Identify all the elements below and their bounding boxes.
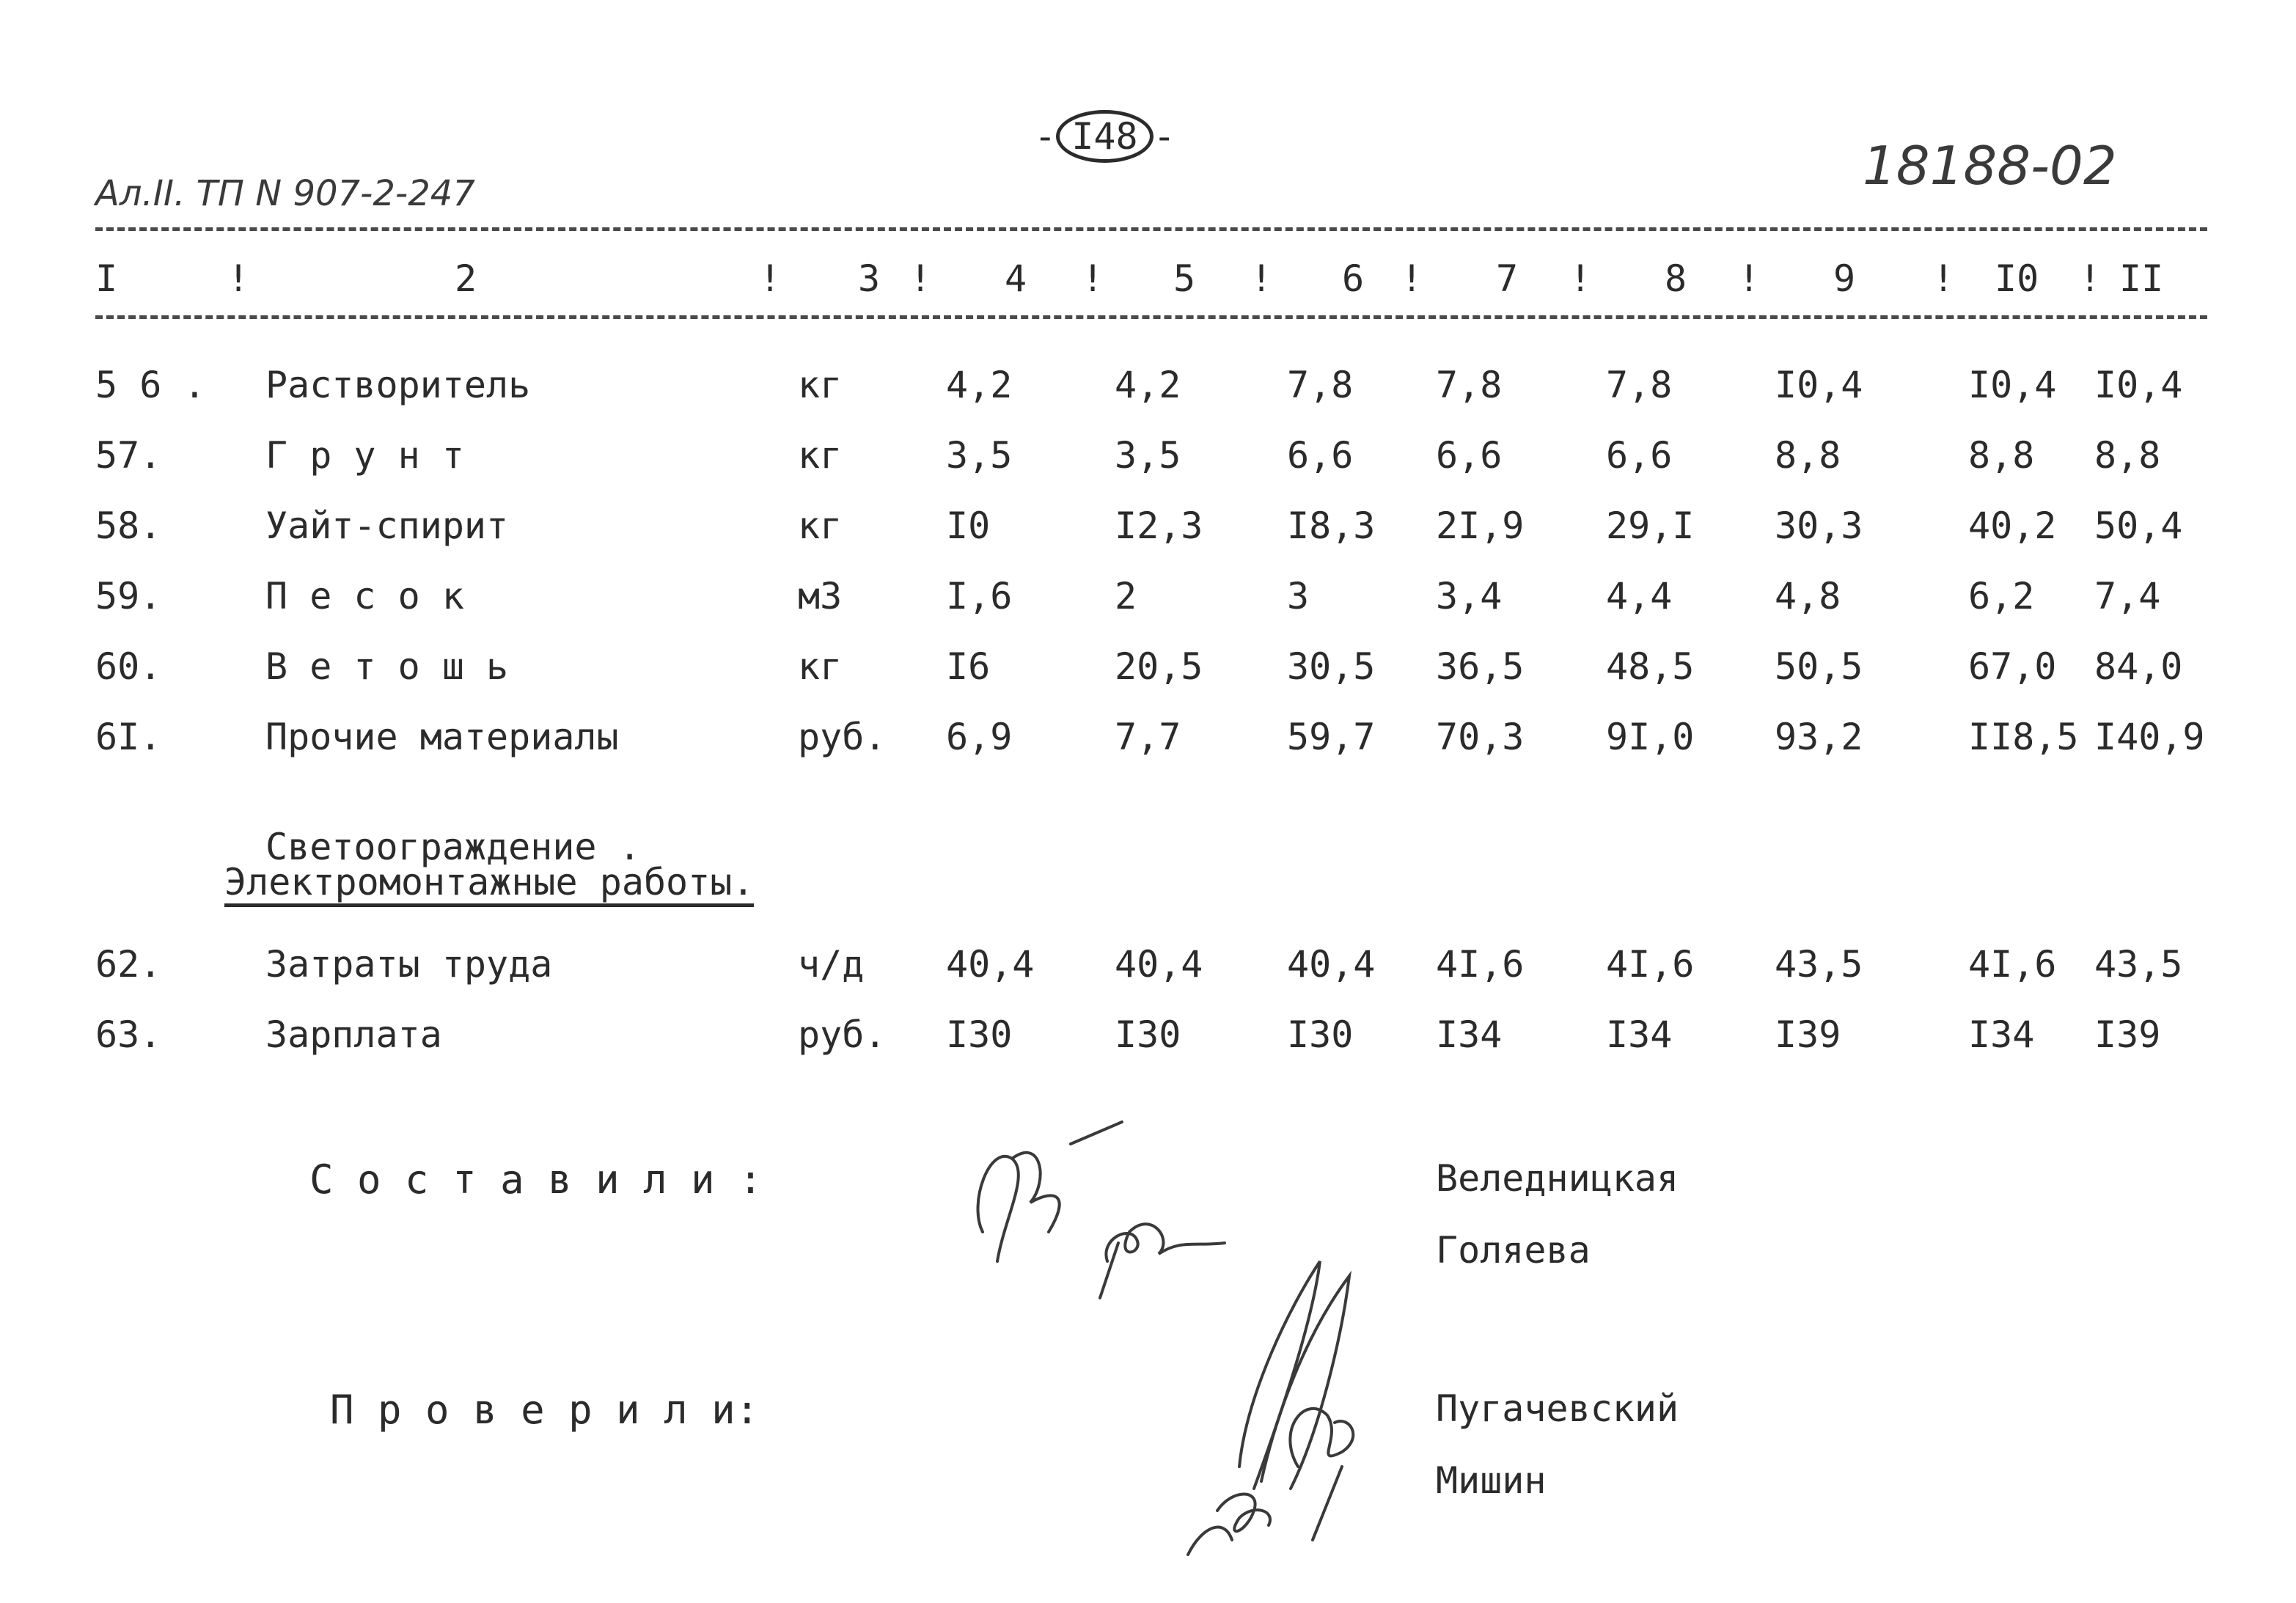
section-title-1: Светоограждение . [265, 826, 641, 868]
row-value-col-7: 70,3 [1436, 716, 1525, 758]
row-value-col-9: 93,2 [1775, 716, 1863, 758]
row-value-col-5: 3,5 [1115, 434, 1181, 477]
row-value-col-8: 6,6 [1606, 434, 1673, 477]
row-value-col-4: I,6 [946, 575, 1013, 617]
row-value-col-7: 2I,9 [1436, 505, 1525, 547]
row-number: 62. [95, 943, 162, 986]
column-separator: ! [1250, 257, 1273, 300]
row-value-col-8: 9I,0 [1606, 716, 1695, 758]
row-name: П е с о к [265, 575, 464, 617]
row-value-col-7: 4I,6 [1436, 943, 1525, 986]
column-header-4: 4 [1005, 257, 1027, 300]
row-value-col-11: I39 [2094, 1013, 2161, 1056]
column-separator: ! [1401, 257, 1423, 300]
row-value-col-5: 2 [1115, 575, 1137, 617]
row-value-col-8: 4,4 [1606, 575, 1673, 617]
row-value-col-6: 3 [1287, 575, 1310, 617]
row-unit: ч/д [798, 943, 865, 986]
row-number: 58. [95, 505, 162, 547]
column-header-8: 8 [1665, 257, 1687, 300]
row-value-col-7: I34 [1436, 1013, 1503, 1056]
header-bottom-rule [95, 315, 2207, 319]
row-value-col-8: 29,I [1606, 505, 1695, 547]
row-value-col-7: 36,5 [1436, 645, 1525, 688]
row-value-col-6: 6,6 [1287, 434, 1354, 477]
row-value-col-7: 7,8 [1436, 364, 1503, 406]
row-value-col-10: I34 [1968, 1013, 2035, 1056]
row-number: 57. [95, 434, 162, 477]
row-value-col-10: 8,8 [1968, 434, 2035, 477]
column-header-7: 7 [1496, 257, 1519, 300]
column-separator: ! [2079, 257, 2102, 300]
row-value-col-8: 4I,6 [1606, 943, 1695, 986]
section-title-2: Электромонтажные работы. [224, 864, 754, 907]
column-separator: ! [759, 257, 782, 300]
row-value-col-5: 20,5 [1115, 645, 1203, 688]
row-value-col-5: I2,3 [1115, 505, 1203, 547]
row-unit: м3 [798, 575, 843, 617]
row-name: Уайт-спирит [265, 505, 509, 547]
row-value-col-11: 8,8 [2094, 434, 2161, 477]
row-value-col-10: I0,4 [1968, 364, 2057, 406]
row-value-col-4: I0 [946, 505, 991, 547]
row-unit: руб. [798, 716, 887, 758]
row-value-col-10: 4I,6 [1968, 943, 2057, 986]
row-value-col-9: 4,8 [1775, 575, 1841, 617]
row-value-col-4: I6 [946, 645, 991, 688]
checked-label: П р о в е р и л и: [330, 1387, 760, 1433]
row-value-col-4: 40,4 [946, 943, 1035, 986]
row-value-col-11: 50,4 [2094, 505, 2183, 547]
row-unit: кг [798, 505, 843, 547]
row-name: Прочие материалы [265, 716, 619, 758]
checked-name-1: Пугачевский [1436, 1387, 1679, 1430]
row-unit: кг [798, 434, 843, 477]
row-name: Зарплата [265, 1013, 442, 1056]
row-unit: руб. [798, 1013, 887, 1056]
column-header-2: 2 [455, 257, 477, 300]
row-value-col-8: 48,5 [1606, 645, 1695, 688]
row-value-col-6: 40,4 [1287, 943, 1376, 986]
row-value-col-9: 30,3 [1775, 505, 1863, 547]
column-separator: ! [1569, 257, 1592, 300]
row-value-col-9: I39 [1775, 1013, 1841, 1056]
row-unit: кг [798, 645, 843, 688]
column-separator: ! [1738, 257, 1761, 300]
row-value-col-11: I40,9 [2094, 716, 2205, 758]
row-value-col-11: 84,0 [2094, 645, 2183, 688]
row-value-col-4: I30 [946, 1013, 1013, 1056]
row-value-col-9: 43,5 [1775, 943, 1863, 986]
row-name: Г р у н т [265, 434, 464, 477]
row-value-col-5: I30 [1115, 1013, 1181, 1056]
row-number: 6I. [95, 716, 162, 758]
row-value-col-4: 4,2 [946, 364, 1013, 406]
row-value-col-9: 8,8 [1775, 434, 1841, 477]
row-value-col-10: 40,2 [1968, 505, 2057, 547]
column-separator: ! [909, 257, 932, 300]
column-separator: ! [1082, 257, 1104, 300]
row-value-col-4: 3,5 [946, 434, 1013, 477]
row-value-col-10: II8,5 [1968, 716, 2079, 758]
checked-name-2: Мишин [1436, 1459, 1547, 1502]
row-value-col-11: 43,5 [2094, 943, 2183, 986]
row-value-col-6: I30 [1287, 1013, 1354, 1056]
column-header-9: 9 [1833, 257, 1856, 300]
row-unit: кг [798, 364, 843, 406]
row-value-col-8: I34 [1606, 1013, 1673, 1056]
doc-code-right: 18188-02 [1863, 135, 2117, 197]
row-value-col-6: 30,5 [1287, 645, 1376, 688]
row-number: 59. [95, 575, 162, 617]
column-header-11: II [2119, 257, 2164, 300]
doc-code-left: Ал.II. ТП N 907-2-247 [95, 173, 475, 214]
row-value-col-7: 6,6 [1436, 434, 1503, 477]
row-value-col-10: 6,2 [1968, 575, 2035, 617]
row-value-col-11: I0,4 [2094, 364, 2183, 406]
row-value-col-6: 59,7 [1287, 716, 1376, 758]
row-number: 60. [95, 645, 162, 688]
row-value-col-6: I8,3 [1287, 505, 1376, 547]
column-header-5: 5 [1173, 257, 1196, 300]
row-value-col-4: 6,9 [946, 716, 1013, 758]
row-value-col-9: 50,5 [1775, 645, 1863, 688]
row-name: В е т о ш ь [265, 645, 509, 688]
column-separator: ! [227, 257, 250, 300]
column-header-1: I [95, 257, 118, 300]
compiled-name-1: Веледницкая [1436, 1157, 1679, 1200]
row-name: Растворитель [265, 364, 531, 406]
compiled-name-2: Голяева [1436, 1229, 1591, 1272]
column-separator: ! [1932, 257, 1955, 300]
column-header-6: 6 [1342, 257, 1365, 300]
row-value-col-5: 40,4 [1115, 943, 1203, 986]
row-value-col-7: 3,4 [1436, 575, 1503, 617]
signature-checkers [1129, 1247, 1393, 1569]
row-number: 63. [95, 1013, 162, 1056]
row-value-col-5: 4,2 [1115, 364, 1181, 406]
header-top-rule [95, 227, 2207, 231]
column-header-10: I0 [1995, 257, 2039, 300]
page-number: - I48 - [990, 73, 1175, 163]
row-value-col-10: 67,0 [1968, 645, 2057, 688]
row-name: Затраты труда [265, 943, 553, 986]
row-value-col-11: 7,4 [2094, 575, 2161, 617]
compiled-label: С о с т а в и л и : [309, 1156, 763, 1203]
row-value-col-9: I0,4 [1775, 364, 1863, 406]
column-header-3: 3 [858, 257, 881, 300]
row-number: 5 6 . [95, 364, 206, 406]
row-value-col-5: 7,7 [1115, 716, 1181, 758]
row-value-col-6: 7,8 [1287, 364, 1354, 406]
row-value-col-8: 7,8 [1606, 364, 1673, 406]
